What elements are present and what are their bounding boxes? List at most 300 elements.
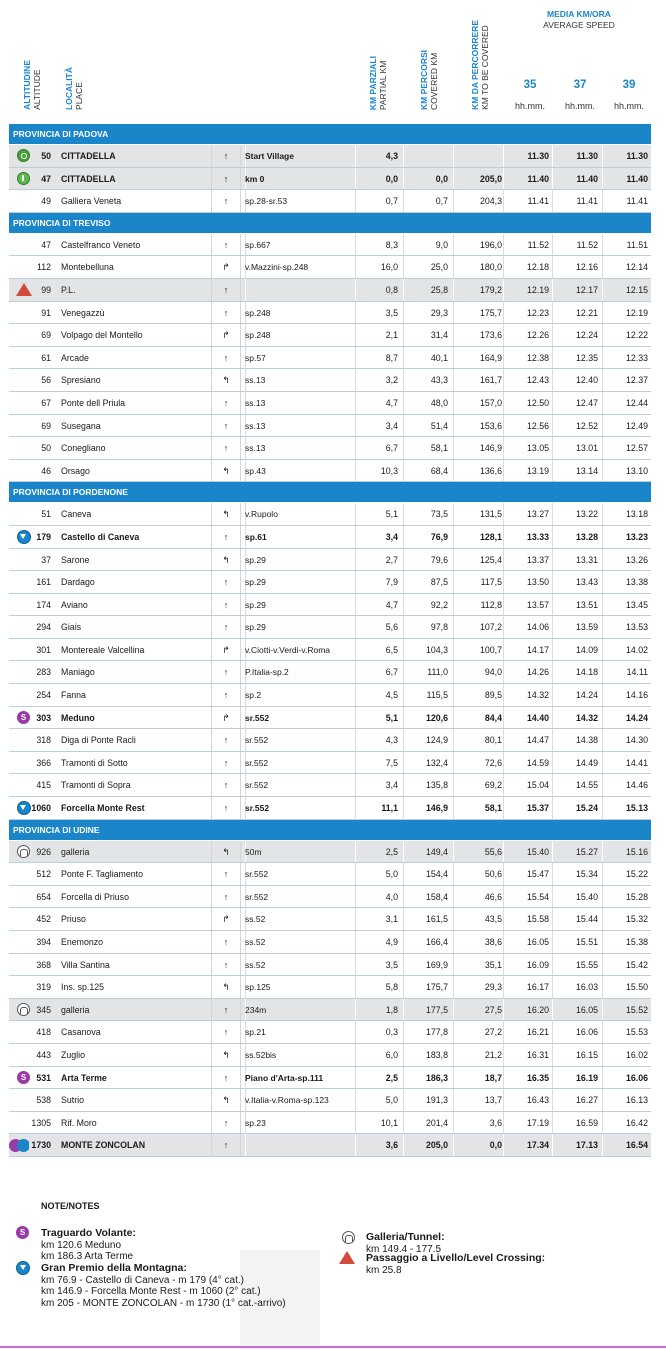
time-37kmh: 11.41	[576, 196, 598, 207]
column-divider	[403, 1044, 404, 1066]
remaining-km: 50,6	[484, 869, 502, 880]
column-divider	[403, 503, 404, 525]
place-name: Enemonzo	[61, 937, 104, 947]
place-name: P.L.	[61, 284, 76, 295]
road-name: sr.552	[245, 712, 270, 723]
place-name: Spresiano	[61, 375, 101, 386]
column-divider	[552, 752, 553, 774]
column-divider	[552, 1067, 553, 1089]
road-name: ss.52	[245, 959, 266, 970]
table-row	[9, 752, 651, 775]
partial-km: 4,3	[385, 735, 398, 746]
road-name: sp.29	[245, 577, 266, 588]
column-divider	[552, 347, 553, 369]
column-divider	[403, 279, 404, 301]
time-35kmh: 16.31	[526, 1049, 549, 1060]
column-divider	[403, 729, 404, 751]
table-row	[9, 594, 651, 617]
remaining-km: 136,6	[479, 465, 502, 476]
direction-arrow: ↑	[211, 886, 241, 908]
time-37kmh: 16.15	[575, 1049, 598, 1060]
column-divider	[403, 976, 404, 998]
direction-arrow: ↱	[211, 639, 241, 661]
partial-km: 0,0	[385, 173, 398, 184]
altitude: 415	[36, 780, 51, 791]
column-divider	[453, 999, 454, 1021]
time-39kmh: 15.32	[625, 914, 648, 925]
direction-arrow: ↑	[211, 594, 241, 616]
altitude: 56	[41, 375, 51, 386]
road-name: sp.125	[245, 982, 271, 993]
road-name: sp.248	[245, 330, 271, 341]
column-divider	[552, 256, 553, 278]
remaining-km: 173,6	[479, 330, 502, 341]
table-row	[9, 976, 651, 999]
remaining-km: 35,1	[484, 959, 502, 970]
road-name: sp.43	[245, 465, 266, 476]
road-name	[245, 1134, 359, 1156]
time-35kmh: 16.17	[526, 982, 549, 993]
time-39kmh: 16.54	[625, 1140, 648, 1151]
place-name: Sutrio	[61, 1095, 84, 1106]
road-name: ss.13	[245, 397, 266, 408]
remaining-km: 84,4	[484, 712, 502, 723]
table-row	[9, 256, 651, 279]
place-name: Arta Terme	[61, 1072, 107, 1083]
road-name: sr.552	[245, 891, 269, 902]
covered-km: 0,0	[435, 173, 448, 184]
column-divider	[403, 684, 404, 706]
time-39kmh: 12.44	[625, 397, 648, 408]
time-39kmh: 13.53	[625, 622, 648, 633]
column-divider	[453, 774, 454, 796]
time-37kmh: 12.40	[575, 375, 598, 386]
time-39kmh: 14.02	[625, 644, 648, 655]
column-divider	[552, 302, 553, 324]
altitude: 179	[36, 531, 51, 542]
column-divider	[552, 707, 553, 729]
table-row	[9, 886, 651, 909]
column-divider	[552, 999, 553, 1021]
time-39kmh: 15.16	[625, 846, 648, 857]
column-divider	[403, 616, 404, 638]
covered-km: 25,8	[430, 284, 448, 295]
time-39kmh: 14.30	[625, 735, 648, 746]
direction-arrow: ↑	[211, 1112, 241, 1134]
table-header	[0, 0, 666, 122]
direction-arrow: ↰	[211, 1044, 241, 1066]
table-row	[9, 571, 651, 594]
hhmm-label: hh.mm.	[514, 101, 545, 111]
column-divider	[403, 752, 404, 774]
road-name: v.Ciotti-v.Verdi-v.Roma	[245, 644, 331, 655]
time-37kmh: 13.22	[575, 509, 598, 520]
time-37kmh: 14.18	[575, 667, 598, 678]
altitude: 303	[36, 712, 51, 723]
column-divider	[552, 797, 553, 819]
partial-km: 3,2	[385, 375, 398, 386]
covered-km: 111,0	[427, 667, 448, 678]
column-divider	[403, 392, 404, 414]
direction-arrow: ↑	[211, 684, 241, 706]
bottom-divider	[0, 1346, 666, 1348]
altitude: 69	[41, 330, 51, 341]
table-row	[9, 639, 651, 662]
covered-km: 58,1	[430, 443, 448, 454]
column-divider	[552, 415, 553, 437]
column-divider	[552, 369, 553, 391]
road-name: P.Italia-sp.2	[245, 667, 289, 678]
column-divider	[453, 661, 454, 683]
covered-km: 186,3	[425, 1072, 448, 1083]
covered-km: 40,1	[430, 352, 448, 363]
table-row	[9, 1112, 651, 1135]
column-divider	[403, 256, 404, 278]
time-35kmh: 15.54	[526, 891, 549, 902]
table-row	[9, 616, 651, 639]
road-name: sr.552	[245, 869, 269, 880]
place-name: Ponte dell Priula	[61, 397, 126, 408]
remaining-km: 157,0	[479, 397, 502, 408]
column-divider	[453, 571, 454, 593]
covered-km: 51,4	[430, 420, 448, 431]
table-row	[9, 774, 651, 797]
road-name: v.Mazzini-sp.248	[245, 262, 309, 273]
road-name: sr.552	[245, 803, 270, 814]
road-name: 50m	[245, 846, 262, 857]
remaining-km: 100,7	[479, 644, 502, 655]
table-row	[9, 1134, 651, 1157]
table-row	[9, 1021, 651, 1044]
hhmm-label: hh.mm.	[613, 101, 644, 111]
remaining-km: 107,2	[479, 622, 502, 633]
column-divider	[453, 190, 454, 212]
altitude: 654	[36, 891, 51, 902]
time-37kmh: 13.31	[575, 554, 598, 565]
time-37kmh: 12.35	[575, 352, 598, 363]
place-name: Giais	[61, 622, 82, 633]
covered-km: 191,3	[425, 1095, 448, 1106]
direction-arrow: ↑	[211, 234, 241, 256]
time-35kmh: 12.50	[526, 397, 549, 408]
sprint-icon: S	[17, 711, 30, 724]
partial-km: 3,4	[385, 531, 398, 542]
column-divider	[403, 190, 404, 212]
altitude-header: ALTITUDINE ALTITUDE	[22, 60, 42, 110]
time-35kmh: 12.26	[526, 330, 549, 341]
direction-arrow: ↑	[211, 999, 241, 1021]
column-divider	[453, 931, 454, 953]
time-39kmh: 15.42	[625, 959, 648, 970]
covered-km: 43,3	[430, 375, 448, 386]
time-35kmh: 16.21	[526, 1027, 549, 1038]
time-35kmh: 14.40	[526, 712, 549, 723]
column-divider	[552, 1134, 553, 1156]
time-39kmh: 11.51	[626, 239, 648, 250]
covered-km: 124,9	[425, 735, 448, 746]
time-35kmh: 15.40	[526, 846, 549, 857]
covered-km: 73,5	[430, 509, 448, 520]
time-37kmh: 11.40	[576, 173, 598, 184]
time-39kmh: 15.28	[625, 891, 648, 902]
partial-km: 2,5	[385, 1072, 398, 1083]
partial-km: 1,8	[385, 1004, 398, 1015]
column-divider	[453, 1021, 454, 1043]
partial-km: 7,9	[385, 577, 398, 588]
place-name: Aviano	[61, 599, 88, 610]
time-39kmh: 12.37	[625, 375, 648, 386]
partial-km: 5,0	[385, 1095, 398, 1106]
table-row	[9, 797, 651, 820]
altitude: 47	[41, 173, 51, 184]
column-divider	[453, 347, 454, 369]
column-divider	[552, 1044, 553, 1066]
partial-km: 2,5	[385, 846, 398, 857]
time-37kmh: 13.14	[575, 465, 598, 476]
time-37kmh: 14.55	[575, 780, 598, 791]
road-name: sp.29	[245, 554, 266, 565]
route-table	[9, 124, 651, 1157]
table-row	[9, 369, 651, 392]
direction-arrow: ↑	[211, 279, 241, 301]
road-name: sp.667	[245, 239, 271, 250]
column-divider	[453, 616, 454, 638]
altitude: 538	[36, 1095, 51, 1106]
table-row	[9, 503, 651, 526]
remaining-km-header: KM DA PERCORRERE KM TO BE COVERED	[470, 20, 490, 110]
direction-arrow: ↰	[211, 369, 241, 391]
hhmm-label: hh.mm.	[564, 101, 595, 111]
column-divider	[552, 841, 553, 863]
place-name: Meduno	[61, 712, 95, 723]
time-37kmh: 13.59	[575, 622, 598, 633]
time-35kmh: 16.20	[526, 1004, 549, 1015]
remaining-km: 161,7	[479, 375, 502, 386]
time-39kmh: 11.40	[626, 173, 648, 184]
time-39kmh: 11.30	[626, 151, 648, 161]
partial-km: 5,1	[385, 712, 398, 723]
direction-arrow: ↑	[211, 774, 241, 796]
column-divider	[453, 1044, 454, 1066]
time-37kmh: 12.16	[575, 262, 598, 273]
altitude: 91	[41, 307, 51, 318]
covered-km: 29,3	[430, 307, 448, 318]
column-divider	[403, 415, 404, 437]
road-name: sp.23	[245, 1117, 266, 1128]
column-divider	[453, 684, 454, 706]
time-35kmh: 11.40	[527, 173, 549, 184]
partial-km: 3,4	[385, 420, 398, 431]
partial-km: 6,5	[385, 644, 398, 655]
column-divider	[403, 369, 404, 391]
remaining-km: 3,6	[489, 1117, 502, 1128]
column-divider	[552, 639, 553, 661]
table-row	[9, 841, 651, 864]
place-name: Venegazzù	[61, 307, 105, 318]
place-name: Fanna	[61, 690, 86, 701]
covered-km: 97,8	[430, 622, 448, 633]
time-37kmh: 14.09	[575, 644, 598, 655]
time-35kmh: 15.04	[526, 780, 549, 791]
column-divider	[453, 1112, 454, 1134]
covered-km: 76,9	[430, 531, 448, 542]
time-35kmh: 12.56	[526, 420, 549, 431]
time-35kmh: 17.34	[526, 1140, 549, 1151]
place-name: Tramonti di Sotto	[61, 757, 128, 768]
road-name: ss.52	[245, 914, 266, 925]
column-divider	[552, 684, 553, 706]
direction-arrow: ↰	[211, 460, 241, 482]
covered-km: 175,7	[425, 982, 448, 993]
column-divider	[403, 1021, 404, 1043]
column-divider	[552, 774, 553, 796]
time-35kmh: 12.18	[526, 262, 549, 273]
column-divider	[453, 752, 454, 774]
column-divider	[453, 863, 454, 885]
table-row	[9, 999, 651, 1022]
direction-arrow: ↑	[211, 729, 241, 751]
remaining-km: 205,0	[479, 173, 502, 184]
altitude: 926	[36, 846, 51, 857]
remaining-km: 196,0	[479, 239, 502, 250]
time-39kmh: 15.22	[625, 869, 648, 880]
column-divider	[552, 526, 553, 548]
time-39kmh: 16.02	[625, 1049, 648, 1060]
remaining-km: 43,5	[484, 914, 502, 925]
time-35kmh: 16.43	[526, 1095, 549, 1106]
column-divider	[403, 1089, 404, 1111]
column-divider	[552, 549, 553, 571]
place-name: Casanova	[61, 1027, 101, 1038]
time-35kmh: 13.50	[526, 577, 549, 588]
column-divider	[453, 1067, 454, 1089]
road-name: sp.29	[245, 599, 266, 610]
partial-km: 4,0	[385, 891, 398, 902]
place-name: Maniago	[61, 667, 95, 678]
time-37kmh: 16.27	[575, 1095, 598, 1106]
speed-35: 35	[523, 79, 537, 91]
time-35kmh: 15.47	[526, 869, 549, 880]
time-37kmh: 14.24	[575, 690, 598, 701]
column-divider	[453, 526, 454, 548]
time-37kmh: 13.43	[575, 577, 598, 588]
column-divider	[453, 145, 454, 167]
altitude: 37	[41, 554, 51, 565]
place-header: LOCALITÀ PLACE	[64, 67, 84, 110]
column-divider	[403, 526, 404, 548]
covered-km: 135,8	[425, 780, 448, 791]
time-37kmh: 14.49	[575, 757, 598, 768]
altitude: 366	[36, 757, 51, 768]
partial-km: 4,7	[385, 397, 398, 408]
place-name: Orsago	[61, 465, 90, 476]
time-39kmh: 12.19	[625, 307, 648, 318]
table-row	[9, 908, 651, 931]
remaining-km: 175,7	[479, 307, 502, 318]
time-35kmh: 16.05	[526, 937, 549, 947]
altitude: 531	[36, 1072, 51, 1083]
level-crossing-note: Passaggio a Livello/Level Crossing: km 25.8	[366, 1252, 546, 1276]
column-divider	[552, 190, 553, 212]
table-row	[9, 145, 651, 168]
time-35kmh: 11.52	[527, 239, 549, 250]
direction-arrow: ↑	[211, 863, 241, 885]
place-name: Sarone	[61, 554, 90, 565]
remaining-km: 146,9	[479, 443, 502, 454]
road-name: ss.52bis	[245, 1049, 277, 1060]
partial-km: 5,1	[385, 509, 398, 520]
column-divider	[552, 886, 553, 908]
time-35kmh: 12.19	[526, 284, 549, 295]
remaining-km: 58,1	[484, 803, 502, 814]
time-37kmh: 15.34	[575, 869, 598, 880]
table-row	[9, 526, 651, 549]
column-divider	[403, 774, 404, 796]
partial-km: 7,5	[385, 757, 398, 768]
direction-arrow: ↑	[211, 1021, 241, 1043]
covered-km: 166,4	[425, 937, 448, 947]
partial-km: 5,6	[385, 622, 398, 633]
time-37kmh: 15.40	[575, 891, 598, 902]
partial-km: 5,0	[385, 869, 398, 880]
place-name: Forcella di Priuso	[61, 891, 129, 902]
column-divider	[453, 168, 454, 190]
remaining-km: 128,1	[479, 531, 502, 542]
column-divider	[552, 279, 553, 301]
remaining-km: 131,5	[479, 509, 502, 520]
column-divider	[453, 256, 454, 278]
partial-km: 4,5	[385, 690, 398, 701]
column-divider	[552, 976, 553, 998]
direction-arrow: ↑	[211, 190, 241, 212]
column-divider	[552, 1112, 553, 1134]
time-35kmh: 14.06	[526, 622, 549, 633]
column-divider	[403, 145, 404, 167]
altitude: 1060	[31, 803, 51, 814]
province-header: PROVINCIA DI PORDENONE	[9, 482, 651, 503]
column-divider	[552, 908, 553, 930]
time-37kmh: 14.38	[575, 735, 598, 746]
altitude: 174	[36, 599, 51, 610]
partial-km: 3,5	[385, 307, 398, 318]
road-name: 234m	[245, 1004, 267, 1015]
column-divider	[552, 145, 553, 167]
column-divider	[453, 908, 454, 930]
road-name: sr.552	[245, 780, 269, 791]
gpm-note: Gran Premio della Montagna: km 76.9 - Castello di Caneva - m 179 (4° cat.) km 146.9 - Forcella Monte Rest - m 1060 (2° cat.) km 205 - MONTE ZONCOLAN - m 1730 (1° cat.-arrivo)	[41, 1262, 286, 1309]
altitude: 319	[36, 982, 51, 993]
notes-section	[0, 1190, 666, 1350]
time-39kmh: 16.06	[625, 1072, 648, 1083]
column-divider	[453, 234, 454, 256]
partial-km: 4,3	[385, 151, 398, 161]
covered-km: 146,9	[425, 803, 448, 814]
time-35kmh: 14.17	[526, 644, 549, 655]
column-divider	[453, 279, 454, 301]
table-row	[9, 168, 651, 191]
time-37kmh: 12.21	[575, 307, 598, 318]
column-divider	[453, 841, 454, 863]
table-row	[9, 347, 651, 370]
direction-arrow: ↑	[211, 302, 241, 324]
remaining-km: 80,1	[484, 735, 502, 746]
column-divider	[453, 639, 454, 661]
column-divider	[552, 234, 553, 256]
direction-arrow: ↑	[211, 526, 241, 548]
remaining-km: 89,5	[484, 690, 502, 701]
altitude: 50	[41, 443, 51, 454]
column-divider	[403, 460, 404, 482]
